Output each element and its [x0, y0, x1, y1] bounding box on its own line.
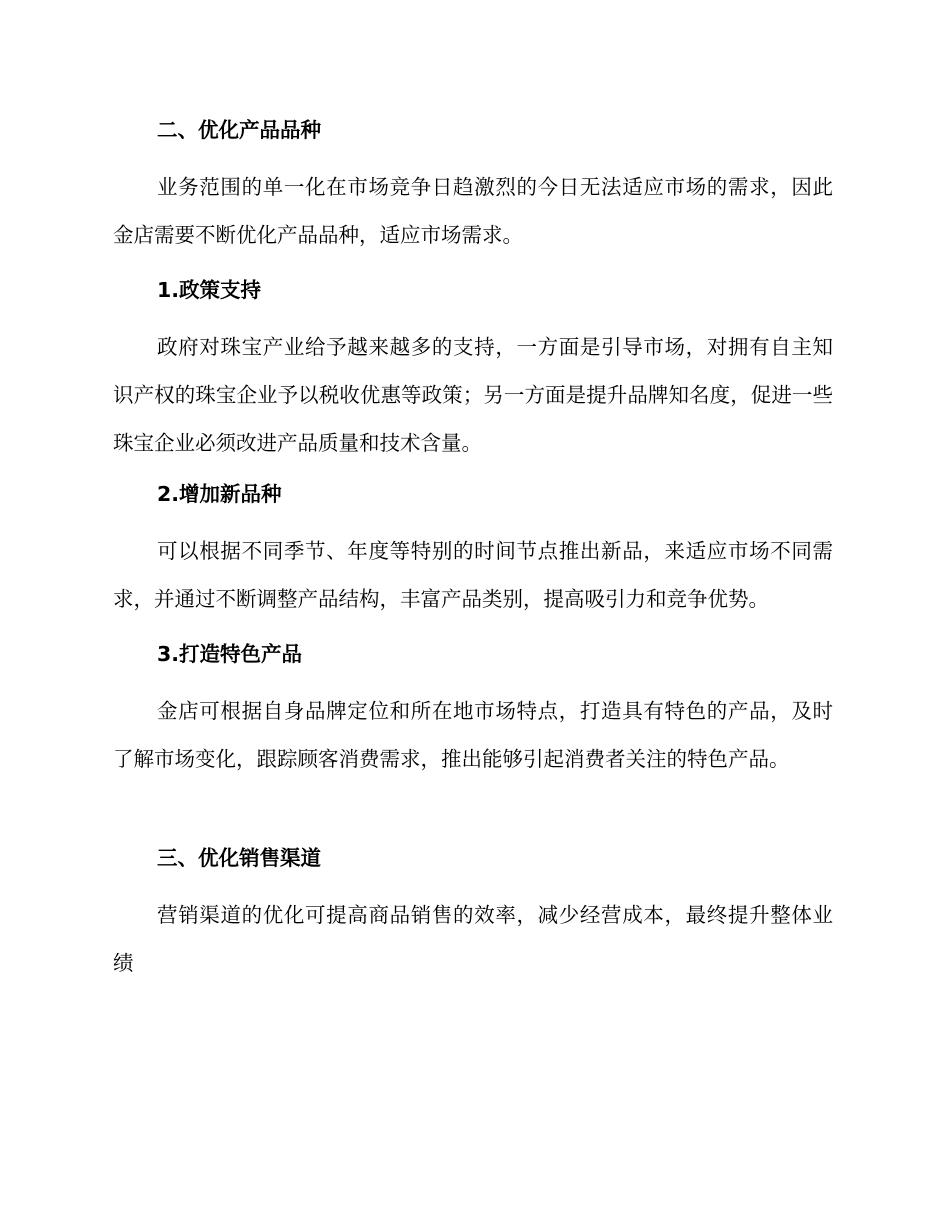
subsection-2-paragraph: 可以根据不同季节、年度等特别的时间节点推出新品，来适应市场不同需求，并通过不断调整产品结构，丰富产品类别，提高吸引力和竞争优势。: [113, 539, 833, 611]
section-heading-3: 三、优化销售渠道: [157, 846, 321, 870]
section-heading-2: 二、优化产品品种: [157, 118, 321, 142]
section-2-intro-paragraph: 业务范围的单一化在市场竞争日趋激烈的今日无法适应市场的需求，因此金店需要不断优化产品品种，适应市场需求。: [113, 175, 833, 247]
subsection-3-paragraph: 金店可根据自身品牌定位和所在地市场特点，打造具有特色的产品，及时了解市场变化，跟踪顾客消费需求，推出能够引起消费者关注的特色产品。: [113, 699, 833, 771]
subsection-heading-3: 3.打造特色产品: [157, 642, 303, 666]
subsection-1-paragraph: 政府对珠宝产业给予越来越多的支持，一方面是引导市场，对拥有自主知识产权的珠宝企业予以税收优惠等政策；另一方面是提升品牌知名度，促进一些珠宝企业必须改进产品质量和技术含量。: [113, 335, 833, 455]
section-3-intro-paragraph: 营销渠道的优化可提高商品销售的效率，减少经营成本，最终提升整体业绩: [113, 903, 833, 975]
subsection-heading-2: 2.增加新品种: [157, 482, 282, 506]
subsection-heading-1: 1.政策支持: [157, 278, 262, 302]
